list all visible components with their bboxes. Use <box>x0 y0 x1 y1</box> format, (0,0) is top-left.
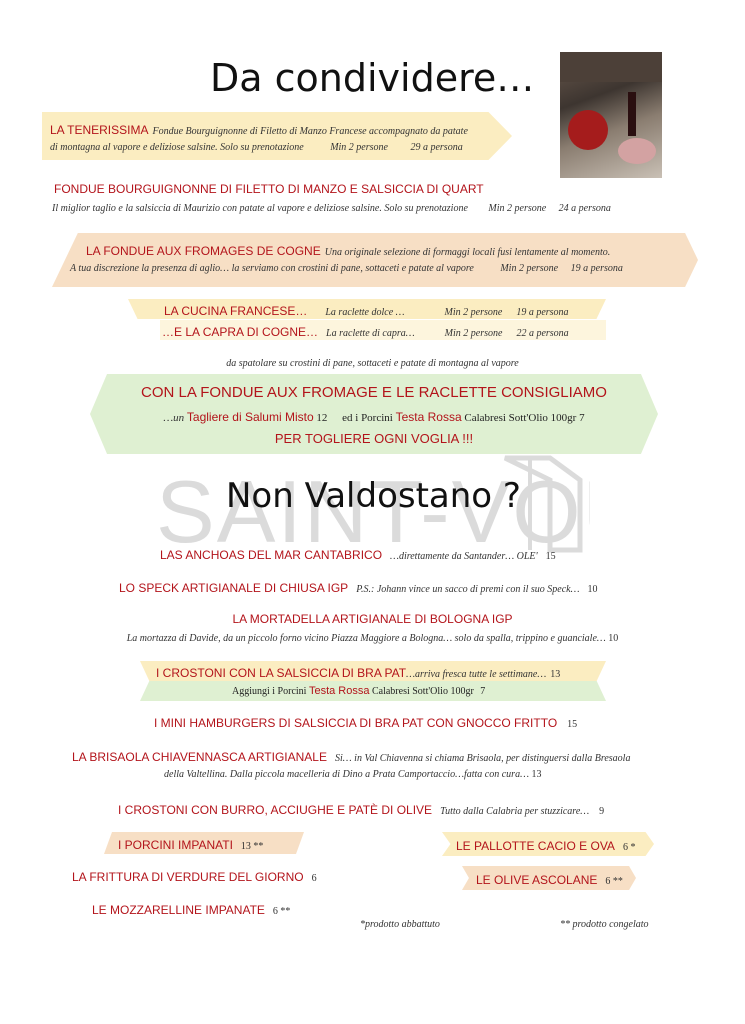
menu-item-olive: LE OLIVE ASCOLANE 6 ** <box>476 873 623 887</box>
menu-item-anchoas: LAS ANCHOAS DEL MAR CANTABRICO …direttamente da Santander… OLE' 15 <box>160 548 556 562</box>
menu-item-speck: LO SPECK ARTIGIANALE DI CHIUSA IGP P.S.: Johann vince un sacco di premi con il suo Speck… 10 <box>119 581 598 595</box>
menu-item-cucina-francese: LA CUCINA FRANCESE… La raclette dolce … Min 2 persone 19 a persona <box>164 304 569 318</box>
menu-item-crostoni-burro: I CROSTONI CON BURRO, ACCIUGHE E PATÈ DI OLIVE Tutto dalla Calabria per stuzzicare… 9 <box>118 803 605 817</box>
item-name: LA TENERISSIMA <box>50 123 149 137</box>
footnote-abbattuto: *prodotto abbattuto <box>360 919 440 930</box>
menu-item-tenerissima <box>50 121 520 139</box>
menu-item-mortadella: LA MORTADELLA ARTIGIANALE DI BOLOGNA IGP <box>232 612 513 626</box>
footnote-congelato: ** prodotto congelato <box>560 919 649 930</box>
section-title: Non Valdostano ? <box>226 476 521 516</box>
menu-item-porcini: I PORCINI IMPANATI 13 ** <box>118 838 264 852</box>
item-desc-2: A tua discrezione la presenza di aglio… la serviamo con crostini di pane, sottaceti e patate al vapore Min 2 persone 19 a persona <box>70 263 623 274</box>
menu-item-mozzarelline: LE MOZZARELLINE IMPANATE 6 ** <box>92 903 291 917</box>
menu-item-pallotte: LE PALLOTTE CACIO E OVA 6 * <box>456 839 636 853</box>
recommend-footer: PER TOGLIERE OGNI VOGLIA !!! <box>274 431 474 446</box>
page-title: Da condividere… <box>210 56 535 100</box>
menu-item-mini-hamburgers: I MINI HAMBURGERS DI SALSICCIA DI BRA PAT CON GNOCCO FRITTO 15 <box>154 716 578 730</box>
item-desc: Il miglior taglio e la salsiccia di Maurizio con patate al vapore e deliziose salsine. Solo su prenotazione Min 2 persone 24 a persona <box>52 203 611 214</box>
item-desc-2: della Valtellina. Dalla piccola macelleria di Dino a Prata Camportaccio…fatta con cura… 13 <box>164 769 542 780</box>
item-desc: Fondue Bourguignonne di Filetto di Manzo Francese accompagnato da patate <box>152 126 468 137</box>
raclette-note: da spatolare su crostini di pane, sottaceti e patate di montagna al vapore <box>226 358 519 369</box>
recommend-line: …un Tagliere di Salumi Misto 12 ed i Porcini Testa Rossa Calabresi Sott'Olio 100gr 7 <box>163 410 585 424</box>
menu-item-fondue-bourguignonne: FONDUE BOURGUIGNONNE DI FILETTO DI MANZO E SALSICCIA DI QUART <box>54 182 484 196</box>
item-desc-2: di montagna al vapore e deliziose salsine. Solo su prenotazione Min 2 persone 29 a persona <box>50 142 463 153</box>
crostoni-addon: Aggiungi i Porcini Testa Rossa Calabresi Sott'Olio 100gr 7 <box>232 685 486 697</box>
fondue-photo <box>560 52 662 178</box>
menu-item-crostoni-salsiccia: I CROSTONI CON LA SALSICCIA DI BRA PAT…arriva fresca tutte le settimane… 13 <box>156 666 561 680</box>
recommend-title: CON LA FONDUE AUX FROMAGE E LE RACLETTE CONSIGLIAMO <box>141 384 607 401</box>
menu-item-brisaola: LA BRISAOLA CHIAVENNASCA ARTIGIANALE Si… in Val Chiavenna si chiama Brisaola, per distinguersi dalla Bresaola <box>72 750 631 764</box>
item-desc: La mortazza di Davide, da un piccolo forno vicino Piazza Maggiore a Bologna… solo da spalla, trippino e guanciale… 10 <box>126 633 619 644</box>
item-min: Min 2 persone <box>330 142 388 153</box>
menu-item-capra-cogne: …E LA CAPRA DI COGNE… La raclette di capra… Min 2 persone 22 a persona <box>162 325 569 339</box>
svg-text:SAINT-VOUT: SAINT-VO <box>156 462 583 560</box>
item-price: 29 a persona <box>410 142 463 153</box>
menu-item-frittura: LA FRITTURA DI VERDURE DEL GIORNO 6 <box>72 870 317 884</box>
menu-item-fondue-fromages: LA FONDUE AUX FROMAGES DE COGNE Una originale selezione di formaggi locali fusi lentamente al momento. <box>86 244 611 258</box>
